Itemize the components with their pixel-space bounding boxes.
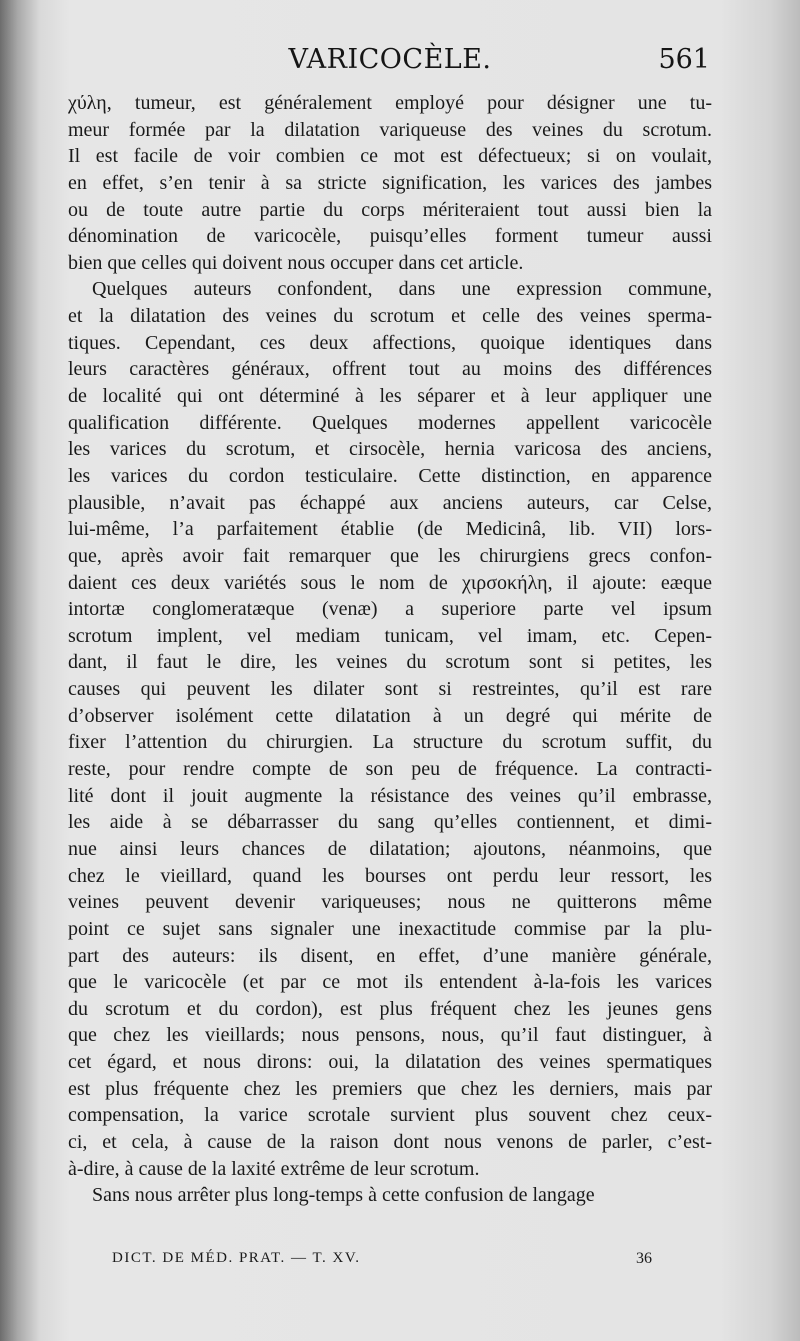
text-line: bien que celles qui doivent nous occuper dans cet article. bbox=[68, 251, 524, 274]
text-line: daient ces deux variétés sous le nom de χιρσοκήλη, il ajoute: eæque bbox=[68, 571, 712, 594]
text-line: en effet, s’en tenir à sa stricte signification, les varices des jambes bbox=[68, 171, 712, 194]
text-line: chez le vieillard, quand les bourses ont perdu leur ressort, les bbox=[68, 864, 712, 887]
text-line: Il est facile de voir combien ce mot est défectueux; si on voulait, bbox=[68, 145, 712, 168]
text-line: dant, il faut le dire, les veines du scrotum sont si petites, les bbox=[68, 651, 712, 674]
page-number: 561 bbox=[658, 44, 710, 75]
text-line: que le varicocèle (et par ce mot ils entendent à-la-fois les varices bbox=[68, 971, 712, 994]
text-line: que chez les vieillards; nous pensons, nous, qu’il faut distinguer, à bbox=[68, 1024, 712, 1047]
text-line: Quelques auteurs confondent, dans une expression commune, bbox=[92, 278, 712, 301]
text-line: compensation, la varice scrotale survient plus souvent chez ceux- bbox=[68, 1104, 712, 1127]
text-line: lui-même, l’a parfaitement établie (de Medicinâ, lib. VII) lors- bbox=[68, 518, 712, 541]
signature-number: 36 bbox=[636, 1250, 652, 1267]
page-title: VARICOCÈLE. bbox=[288, 44, 492, 75]
text-line: nue ainsi leurs chances de dilatation; ajoutons, néanmoins, que bbox=[68, 837, 712, 860]
text-line: leurs caractères généraux, offrent tout au moins des différences bbox=[68, 358, 712, 381]
text-line: reste, pour rendre compte de son peu de fréquence. La contracti- bbox=[68, 758, 712, 781]
text-line: lité dont il jouit augmente la résistance des veines qu’il embrasse, bbox=[68, 784, 712, 807]
text-line: χύλη, tumeur, est généralement employé pour désigner une tu- bbox=[68, 92, 712, 114]
text-line: causes qui peuvent les dilater sont si restreintes, qu’il est rare bbox=[68, 678, 712, 701]
text-line: les varices du scrotum, et cirsocèle, hernia varicosa des anciens, bbox=[68, 438, 712, 461]
text-line: cet égard, et nous dirons: oui, la dilatation des veines spermatiques bbox=[68, 1051, 712, 1074]
text-line: intortæ conglomeratæque (venæ) a superiore parte vel ipsum bbox=[68, 598, 712, 621]
text-line: plausible, n’avait pas échappé aux anciens auteurs, car Celse, bbox=[68, 491, 712, 514]
text-line: est plus fréquente chez les premiers que chez les derniers, mais par bbox=[68, 1077, 712, 1100]
text-line: point ce sujet sans signaler une inexactitude commise par la plu- bbox=[68, 917, 712, 940]
text-line: fixer l’attention du chirurgien. La structure du scrotum suffit, du bbox=[68, 731, 712, 754]
text-line: ci, et cela, à cause de la raison dont nous venons de parler, c’est- bbox=[68, 1130, 712, 1153]
text-line: d’observer isolément cette dilatation à un degré qui mérite de bbox=[68, 704, 712, 727]
text-line: du scrotum et du cordon), est plus fréquent chez les jeunes gens bbox=[68, 997, 712, 1020]
text-line: part des auteurs: ils disent, en effet, d’une manière générale, bbox=[68, 944, 712, 967]
text-line: de localité qui ont déterminé à les séparer et à leur appliquer une bbox=[68, 385, 712, 408]
text-line: Sans nous arrêter plus long-temps à cette confusion de langage bbox=[92, 1184, 595, 1207]
text-line: meur formée par la dilatation variqueuse des veines du scrotum. bbox=[68, 118, 712, 141]
text-line: scrotum implent, vel mediam tunicam, vel imam, etc. Cepen- bbox=[68, 624, 712, 647]
text-line: veines peuvent devenir variqueuses; nous ne quitterons même bbox=[68, 891, 712, 914]
text-line: qualification différente. Quelques modernes appellent varicocèle bbox=[68, 411, 712, 434]
running-header bbox=[60, 44, 720, 84]
text-line: les varices du cordon testiculaire. Cette distinction, en apparence bbox=[68, 464, 712, 487]
body-text bbox=[68, 90, 712, 1209]
text-line: et la dilatation des veines du scrotum et celle des veines sperma- bbox=[68, 305, 712, 328]
text-line: ou de toute autre partie du corps mériteraient tout aussi bien la bbox=[68, 198, 712, 221]
text-line: les aide à se débarrasser du sang qu’elles contiennent, et dimi- bbox=[68, 811, 712, 834]
printer-signature bbox=[112, 1250, 662, 1280]
text-line: dénomination de varicocèle, puisqu’elles forment tumeur aussi bbox=[68, 225, 712, 248]
text-line: à-dire, à cause de la laxité extrême de leur scrotum. bbox=[68, 1157, 480, 1180]
signature-mark: DICT. DE MÉD. PRAT. — T. XV. bbox=[112, 1250, 361, 1266]
text-line: que, après avoir fait remarquer que les chirurgiens grecs confon- bbox=[68, 544, 712, 567]
text-line: tiques. Cependant, ces deux affections, quoique identiques dans bbox=[68, 331, 712, 354]
